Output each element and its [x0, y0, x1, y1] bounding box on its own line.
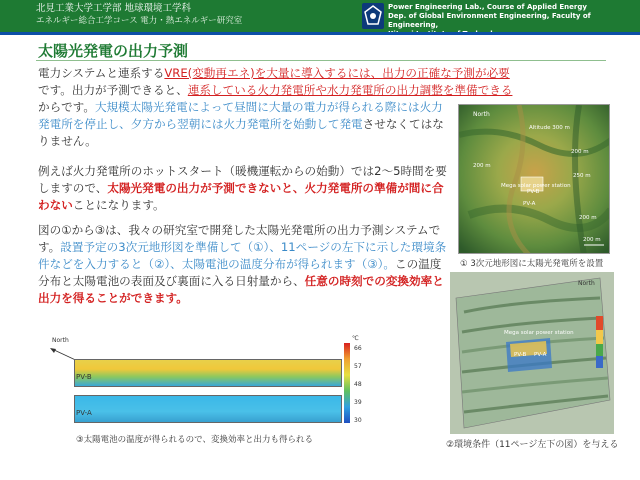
- environment-figure: [450, 272, 614, 434]
- p3-blue-text: 設置予定の3次元地形図を準備して（①）、11ページの左下に示した環境条件などを入力すると（②）、太陽電池の温度分布が得られます（③）。: [38, 240, 447, 271]
- scale-tick: 66: [354, 345, 362, 352]
- p1-highlight-vre: VRE(変動再エネ)を大量に導入するには、出力の正確な予測が必要: [164, 66, 510, 80]
- paragraph-1-top: [38, 65, 618, 99]
- fig2-station-label: Mega solar power station: [504, 330, 574, 336]
- pv-a-label: PV-A: [76, 409, 92, 417]
- pv-a-strip: [74, 395, 342, 423]
- lab-name-en: Power Engineering Lab., Course of Applied Energy: [388, 3, 587, 11]
- university-logo-icon: [362, 3, 384, 29]
- pv-b-label: PV-B: [76, 373, 92, 381]
- p1-text-4: させなくてはなりません。: [38, 117, 444, 148]
- fig2-north-label: North: [578, 280, 595, 287]
- fig3-caption: ③太陽電池の温度が得られるので、変換効率と出力も得られる: [76, 435, 313, 445]
- p1-text-1: 電力システムと連系する: [38, 66, 165, 80]
- fig2-caption: ②環境条件（11ページ左下の図）を与える: [446, 440, 619, 450]
- scale-tick: 48: [354, 381, 362, 388]
- p3-bold-red: 任意の時刻での変換効率と出力を得ることができます。: [38, 274, 444, 305]
- p3-text-1: 図の①から③は、我々の研究室で開発した太陽光発電所の出力予測システムです。: [38, 223, 441, 254]
- fig2-pvb-label: PV-B: [514, 352, 527, 358]
- header-divider: [0, 32, 640, 35]
- fig1-pvb-label: PV-B: [527, 189, 540, 195]
- fig1-scale-label: 200 m: [583, 237, 601, 243]
- fig1-contour-label: 250 m: [573, 173, 591, 179]
- header-bar: [0, 0, 640, 32]
- scale-unit-label: ℃: [352, 335, 359, 342]
- temperature-figure: [46, 335, 366, 431]
- fig2-pva-label: PV-A: [534, 352, 547, 358]
- department-name-en: Dep. of Global Environment Engineering, Faculty of Engineering,: [388, 12, 591, 29]
- p2-text-2: ことになります。: [72, 198, 165, 212]
- scale-tick: 30: [354, 417, 362, 424]
- p2-text-1: 例えば火力発電所のホットスタート（暖機運転からの始動）では2～5時間を要しますので、: [38, 164, 447, 195]
- fig1-caption: ① 3次元地形図に太陽光発電所を設置: [460, 259, 604, 269]
- header-left: [36, 3, 242, 27]
- p1-blue-text: 大規模太陽光発電によって昼間に大量の電力が得られる際には火力発電所を停止し、夕方から翌朝には火力発電所を始動して発電: [38, 100, 443, 131]
- page-title: 太陽光発電の出力予測: [38, 42, 189, 60]
- fig1-contour-label: 200 m: [473, 163, 491, 169]
- p1-highlight-adjust: 連系している火力発電所や水力発電所の出力調整を準備できる: [187, 83, 513, 97]
- p2-bold-red: 太陽光発電の出力が予測できないと、火力発電所の準備が間に合わない: [38, 181, 444, 212]
- p1-text-3: からです。: [38, 100, 95, 114]
- fig1-contour-label: 200 m: [579, 215, 597, 221]
- fig1-station-label: Mega solar power station: [501, 183, 571, 189]
- title-divider: [36, 60, 606, 61]
- fig1-pva-label: PV-A: [523, 201, 536, 207]
- scale-tick: 57: [354, 363, 362, 370]
- fig3-north-label: North: [52, 337, 69, 344]
- fig1-contour-label: 200 m: [571, 149, 589, 155]
- fig1-north-label: North: [473, 111, 490, 118]
- p1-text-2: です。出力が予測できると、: [38, 83, 188, 97]
- p3-text-2: この温度分布と太陽電池の表面及び裏面に入る日射量から、: [38, 257, 442, 288]
- paragraph-1-bottom: [38, 99, 450, 150]
- paragraph-2: [38, 163, 450, 214]
- university-name: 北見工業大学工学部 地球環境工学科: [36, 3, 192, 14]
- terrain-map-figure: [458, 104, 610, 254]
- pv-b-strip: [74, 359, 342, 387]
- scale-tick: 39: [354, 399, 362, 406]
- fig1-altitude-label: Altitude 300 m: [529, 125, 570, 131]
- temperature-colorbar: [344, 343, 350, 423]
- paragraph-3: [38, 222, 450, 307]
- lab-name-jp: エネルギー総合工学コース 電力・熱エネルギー研究室: [36, 16, 243, 26]
